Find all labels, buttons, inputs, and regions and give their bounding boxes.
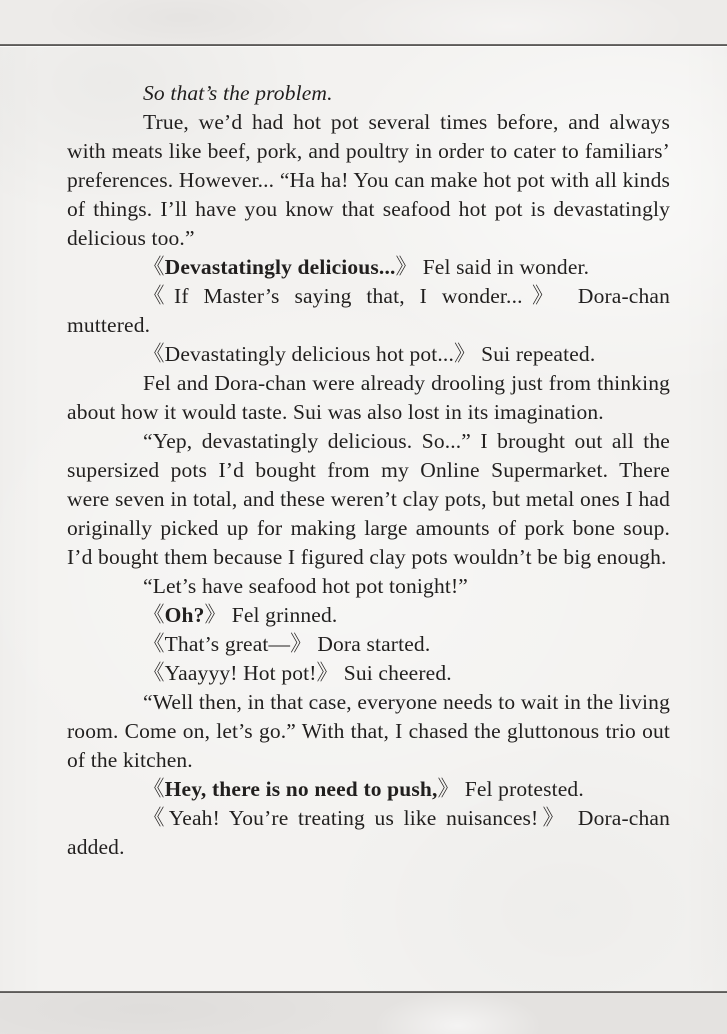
text-segment: Fel and Dora-chan were already drooling just from thinking about how it would taste. Sui was also lost in its imagination. bbox=[67, 371, 670, 424]
paragraph bbox=[67, 688, 670, 775]
text-segment: 《 bbox=[143, 255, 165, 279]
text-segment: 《If Master’s saying that, I wonder...》 Dora-chan muttered. bbox=[67, 284, 670, 337]
paragraph bbox=[67, 775, 670, 804]
text-segment: 《Yeah! You’re treating us like nuisances!》 Dora-chan added. bbox=[67, 806, 670, 859]
page-text-area bbox=[0, 46, 727, 991]
paragraph bbox=[67, 804, 670, 862]
bold-dialogue-text: Oh? bbox=[164, 603, 205, 627]
paragraph bbox=[67, 659, 670, 688]
paragraph bbox=[67, 630, 670, 659]
text-segment: “Well then, in that case, everyone needs to wait in the living room. Come on, let’s go.” With that, I chased the gluttonous trio out of the kitchen. bbox=[67, 690, 670, 772]
text-segment: 》 Fel protested. bbox=[437, 777, 584, 801]
text-body bbox=[67, 79, 670, 862]
page-bottom-margin bbox=[0, 993, 727, 1034]
text-segment: 》 Fel said in wonder. bbox=[395, 255, 590, 279]
text-segment: 《Yaayyy! Hot pot!》 Sui cheered. bbox=[143, 661, 452, 685]
text-segment: 《 bbox=[143, 777, 165, 801]
paragraph bbox=[67, 108, 670, 253]
paragraph bbox=[67, 253, 670, 282]
paragraph bbox=[67, 427, 670, 572]
paragraph bbox=[67, 79, 670, 108]
text-segment: True, we’d had hot pot several times before, and always with meats like beef, pork, and poultry in order to cater to familiars’ preferences. However... “Ha ha! You can make hot pot with all kinds of things. I’ll have you know that seafood hot pot is devastatingly delicious too.” bbox=[67, 110, 670, 250]
paragraph bbox=[67, 340, 670, 369]
text-segment: “Let’s have seafood hot pot tonight!” bbox=[143, 574, 468, 598]
text-segment: 《That’s great—》 Dora started. bbox=[143, 632, 431, 656]
paragraph bbox=[67, 282, 670, 340]
bold-dialogue-text: Devastatingly delicious... bbox=[164, 255, 396, 279]
paragraph bbox=[67, 369, 670, 427]
paragraph bbox=[67, 601, 670, 630]
text-segment: 《 bbox=[143, 603, 165, 627]
paragraph bbox=[67, 572, 670, 601]
text-segment: 》 Fel grinned. bbox=[204, 603, 338, 627]
bold-dialogue-text: Hey, there is no need to push, bbox=[164, 777, 438, 801]
page-top-margin bbox=[0, 0, 727, 44]
italic-thought-text: So that’s the problem. bbox=[143, 81, 333, 105]
text-segment: “Yep, devastatingly delicious. So...” I brought out all the supersized pots I’d bought from my Online Supermarket. There were seven in total, and these weren’t clay pots, but metal ones I had originally picked up for making large amounts of pork bone soup. I’d bought them because I figured clay pots wouldn’t be big enough. bbox=[67, 429, 670, 569]
text-segment: 《Devastatingly delicious hot pot...》 Sui repeated. bbox=[143, 342, 596, 366]
